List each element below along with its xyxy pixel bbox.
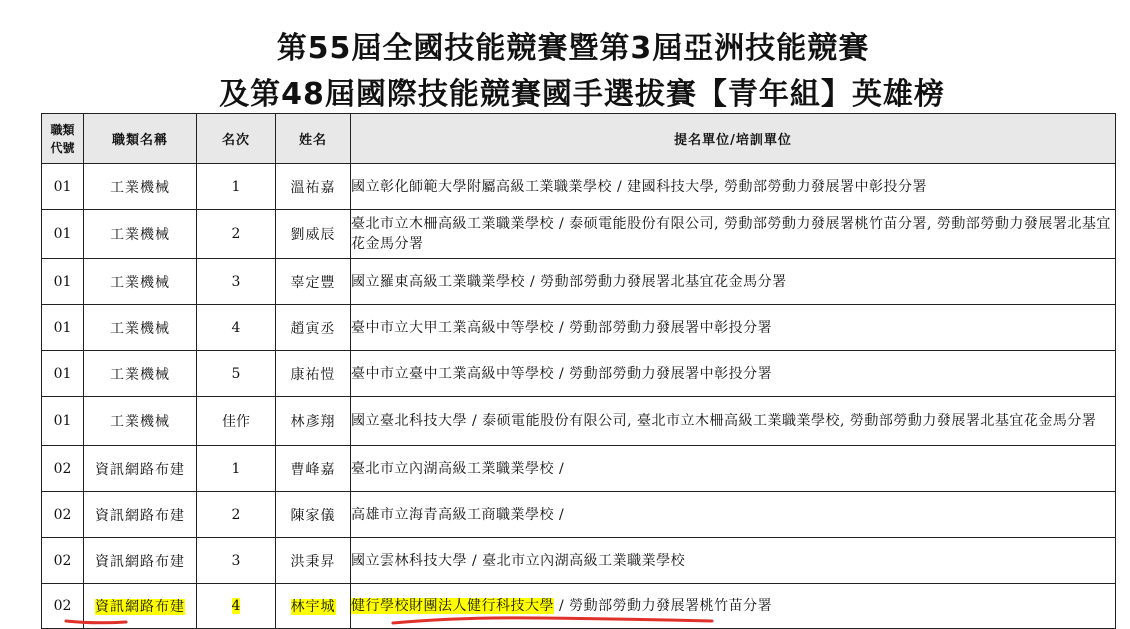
cell-name: 林彥翔: [276, 397, 351, 446]
table-row: [42, 210, 1116, 259]
cell-trade-name: 工業機械: [84, 351, 197, 397]
cell-name: 劉威辰: [276, 210, 351, 259]
cell-unit: 臺中市立臺中工業高級中等學校 / 勞動部勞動力發展署中彰投分署: [351, 351, 1116, 397]
title-line-1: 第55屆全國技能競賽暨第3屆亞洲技能競賽: [276, 31, 870, 66]
cell-unit: 臺北市立內湖高級工業職業學校 /: [351, 446, 1116, 492]
cell-trade-name: 工業機械: [84, 305, 197, 351]
cell-name: 趙寅丞: [276, 305, 351, 351]
cell-trade-code: 01: [42, 397, 84, 446]
cell-trade-name: 工業機械: [84, 164, 197, 210]
highlighted-name: 林宇城: [290, 599, 336, 615]
cell-unit: [351, 584, 1116, 629]
cell-trade-name: 工業機械: [84, 259, 197, 305]
cell-unit: 國立彰化師範大學附屬高級工業職業學校 / 建國科技大學, 勞動部勞動力發展署中彰投分署: [351, 164, 1116, 210]
page-title: [0, 26, 1130, 118]
header-trade-code-line2: 代號: [50, 140, 75, 155]
highlighted-unit: 健行學校財團法人健行科技大學: [351, 598, 554, 614]
cell-trade-code: 02: [42, 584, 84, 629]
table-row: [42, 305, 1116, 351]
cell-rank: 5: [197, 351, 276, 397]
cell-rank: 1: [197, 164, 276, 210]
cell-rank: 1: [197, 446, 276, 492]
cell-trade-code: 02: [42, 492, 84, 538]
table-row: [42, 259, 1116, 305]
cell-name: 洪秉昇: [276, 538, 351, 584]
table-row: [42, 351, 1116, 397]
cell-rank: 3: [197, 538, 276, 584]
cell-unit: 國立臺北科技大學 / 泰硕電能股份有限公司, 臺北市立木柵高級工業職業學校, 勞動部勞動力發展署北基宜花金馬分署: [351, 397, 1116, 446]
header-name: 姓名: [276, 114, 351, 164]
cell-trade-code: 02: [42, 446, 84, 492]
cell-trade-code: 01: [42, 305, 84, 351]
table-row: [42, 492, 1116, 538]
header-trade-code: [42, 114, 84, 164]
title-line-2: 及第48屆國際技能競賽國手選拔賽【青年組】英雄榜: [219, 77, 945, 112]
cell-trade-code: 01: [42, 351, 84, 397]
header-unit: 提名單位/培訓單位: [351, 114, 1116, 164]
cell-unit: 高雄市立海青高級工商職業學校 /: [351, 492, 1116, 538]
highlighted-trade-name: 資訊網路布建: [95, 599, 185, 615]
cell-trade-name: [84, 584, 197, 629]
cell-name: 溫祐嘉: [276, 164, 351, 210]
cell-unit: 臺北市立木柵高級工業職業學校 / 泰硕電能股份有限公司, 勞動部勞動力發展署桃竹苗分署, 勞動部勞動力發展署北基宜花金馬分署: [351, 210, 1116, 259]
cell-unit: 國立雲林科技大學 / 臺北市立內湖高級工業職業學校: [351, 538, 1116, 584]
cell-rank: 佳作: [197, 397, 276, 446]
cell-name: 曹峰嘉: [276, 446, 351, 492]
cell-unit: 國立羅東高級工業職業學校 / 勞動部勞動力發展署北基宜花金馬分署: [351, 259, 1116, 305]
table-row: [42, 164, 1116, 210]
table-header-row: [42, 114, 1116, 164]
table-row: [42, 538, 1116, 584]
table-row-highlighted: [42, 584, 1116, 629]
cell-trade-name: 資訊網路布建: [84, 492, 197, 538]
cell-rank: 2: [197, 492, 276, 538]
cell-trade-code: 01: [42, 164, 84, 210]
cell-trade-code: 02: [42, 538, 84, 584]
cell-unit: 臺中市立大甲工業高級中等學校 / 勞動部勞動力發展署中彰投分署: [351, 305, 1116, 351]
cell-trade-name: 工業機械: [84, 210, 197, 259]
cell-unit-rest: / 勞動部勞動力發展署桃竹苗分署: [554, 598, 773, 614]
cell-name: [276, 584, 351, 629]
cell-trade-code: 01: [42, 259, 84, 305]
table-row: [42, 446, 1116, 492]
cell-rank: [197, 584, 276, 629]
cell-trade-name: 資訊網路布建: [84, 538, 197, 584]
cell-rank: 3: [197, 259, 276, 305]
cell-trade-name: 工業機械: [84, 397, 197, 446]
highlighted-rank: 4: [231, 598, 241, 614]
hero-roster-table: [41, 113, 1116, 629]
cell-trade-name: 資訊網路布建: [84, 446, 197, 492]
cell-name: 康祐愷: [276, 351, 351, 397]
header-trade-code-line1: 職類: [50, 122, 75, 137]
cell-rank: 2: [197, 210, 276, 259]
cell-trade-code: 01: [42, 210, 84, 259]
header-trade-name: 職類名稱: [84, 114, 197, 164]
cell-rank: 4: [197, 305, 276, 351]
cell-name: 辜定豐: [276, 259, 351, 305]
header-rank: 名次: [197, 114, 276, 164]
cell-name: 陳家儀: [276, 492, 351, 538]
table-row: [42, 397, 1116, 446]
